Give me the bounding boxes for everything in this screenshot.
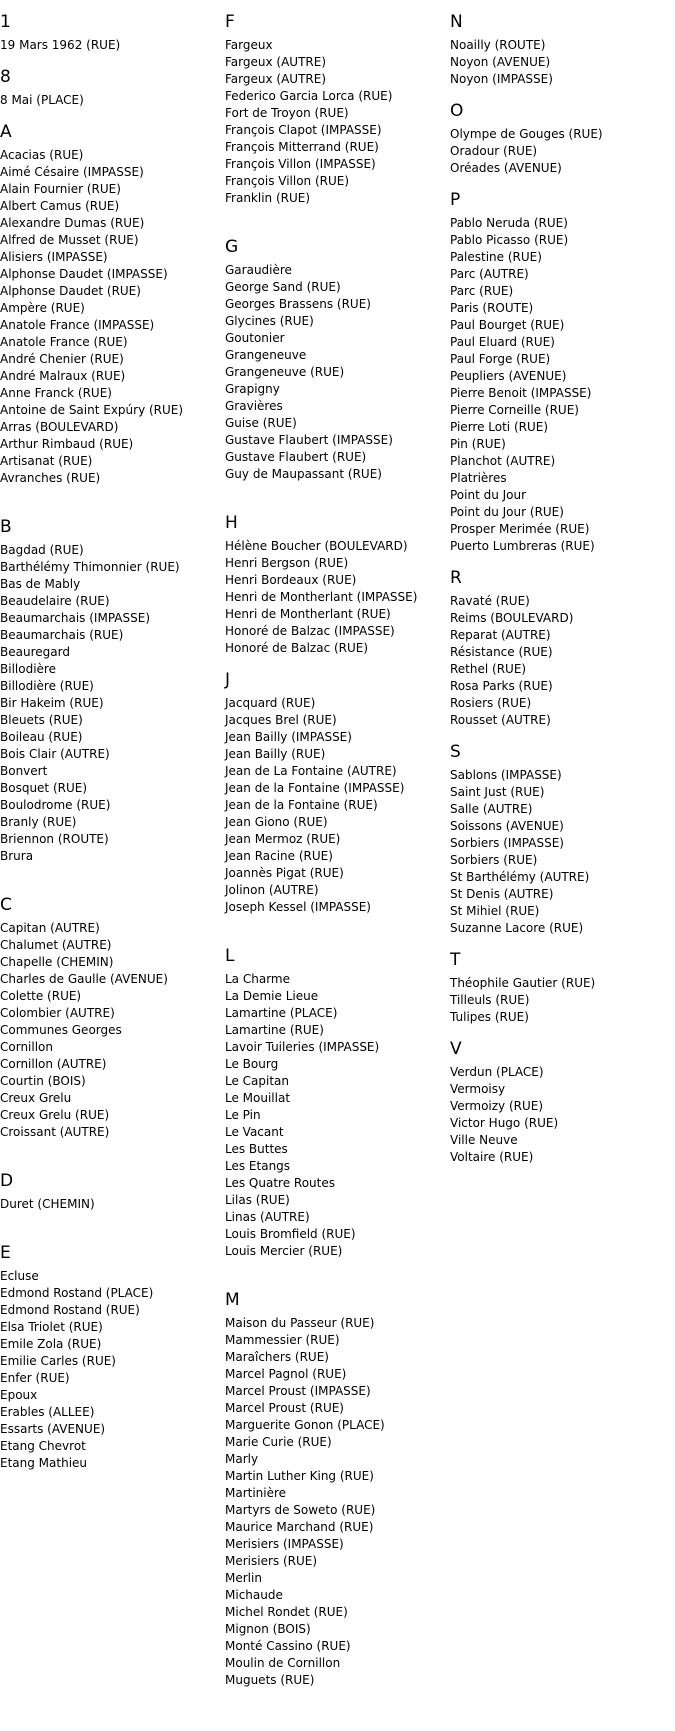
section-letter-heading: A [0, 122, 12, 142]
street-entry: François Mitterrand (RUE) [225, 140, 379, 154]
street-entry: Anatole France (RUE) [0, 335, 128, 349]
street-entry: Beaudelaire (RUE) [0, 594, 110, 608]
letter-section [225, 669, 450, 933]
street-entry: Merlin [225, 1571, 262, 1585]
letter-section [450, 949, 675, 1026]
section-letter-heading: T [450, 950, 461, 970]
street-entry: Ville Neuve [450, 1133, 518, 1147]
street-entry: Grapigny [225, 382, 280, 396]
section-letter-heading: F [225, 12, 235, 32]
street-entry: Résistance (RUE) [450, 645, 553, 659]
street-entry: Le Capitan [225, 1074, 290, 1088]
street-entry: Gustave Flaubert (IMPASSE) [225, 433, 393, 447]
street-entry: Voltaire (RUE) [450, 1150, 534, 1164]
section-letter-heading: J [225, 670, 231, 690]
street-entry: Monté Cassino (RUE) [225, 1639, 351, 1653]
street-entry: Erables (ALLEE) [0, 1405, 95, 1419]
street-entry: Branly (RUE) [0, 815, 77, 829]
street-entry: Aimé Césaire (IMPASSE) [0, 165, 144, 179]
street-entry: Creux Grelu [0, 1091, 72, 1105]
street-entry: Gustave Flaubert (RUE) [225, 450, 367, 464]
section-letter-heading: 1 [0, 12, 11, 32]
street-entry: Ecluse [0, 1269, 39, 1283]
letter-section [0, 121, 220, 504]
street-entry: Soissons (AVENUE) [450, 819, 564, 833]
street-entry: Lavoir Tuileries (IMPASSE) [225, 1040, 380, 1054]
letter-section [0, 1170, 220, 1230]
street-entry: Les Quatre Routes [225, 1176, 335, 1190]
street-entry: Jean Racine (RUE) [225, 849, 333, 863]
letter-section [450, 1038, 675, 1166]
street-entry: Hélène Boucher (BOULEVARD) [225, 539, 408, 553]
street-entry: Guise (RUE) [225, 416, 297, 430]
street-entry: Grangeneuve [225, 348, 307, 362]
street-entry: Franklin (RUE) [225, 191, 311, 205]
section-letter-heading: L [225, 946, 235, 966]
street-entry: Jean de la Fontaine (IMPASSE) [225, 781, 405, 795]
street-entry: Emilie Carles (RUE) [0, 1354, 116, 1368]
street-entry: Maraîchers (RUE) [225, 1350, 329, 1364]
street-entry: Boulodrome (RUE) [0, 798, 111, 812]
street-entry: Ampère (RUE) [0, 301, 85, 315]
street-entry: Rosiers (RUE) [450, 696, 532, 710]
street-entry: Lamartine (PLACE) [225, 1006, 338, 1020]
letter-section [0, 11, 220, 54]
street-entry: Jean Giono (RUE) [225, 815, 328, 829]
street-entry: Henri de Montherlant (RUE) [225, 607, 391, 621]
street-entry: Henri de Montherlant (IMPASSE) [225, 590, 418, 604]
street-entry: Beauregard [0, 645, 70, 659]
section-spacer [0, 865, 220, 882]
street-entry: Federico Garcia Lorca (RUE) [225, 89, 393, 103]
street-entry: Noyon (IMPASSE) [450, 72, 553, 86]
street-entry: Henri Bordeaux (RUE) [225, 573, 357, 587]
street-entry: Jacques Brel (RUE) [225, 713, 337, 727]
street-entry: Ravaté (RUE) [450, 594, 530, 608]
street-entry: Brura [0, 849, 34, 863]
street-entry: Puerto Lumbreras (RUE) [450, 539, 595, 553]
street-entry: La Demie Lieue [225, 989, 319, 1003]
street-entry: Anatole France (IMPASSE) [0, 318, 155, 332]
street-entry: Antoine de Saint Expúry (RUE) [0, 403, 184, 417]
street-entry: Essarts (AVENUE) [0, 1422, 106, 1436]
section-letter-heading: M [225, 1290, 240, 1310]
section-letter-heading: H [225, 513, 238, 533]
street-entry: Courtin (BOIS) [0, 1074, 86, 1088]
letter-section [0, 1242, 220, 1472]
street-entry: Parc (AUTRE) [450, 267, 529, 281]
street-entry: Prosper Merimée (RUE) [450, 522, 590, 536]
street-entry: Fargeux (AUTRE) [225, 72, 327, 86]
street-entry: 8 Mai (PLACE) [0, 93, 84, 107]
section-spacer [225, 483, 450, 500]
street-entry: Le Vacant [225, 1125, 284, 1139]
street-entry: Paul Forge (RUE) [450, 352, 551, 366]
section-letter-heading: V [450, 1039, 462, 1059]
letter-section [0, 894, 220, 1158]
letter-section [0, 516, 220, 882]
letter-section [225, 945, 450, 1277]
street-entry: Alphonse Daudet (IMPASSE) [0, 267, 168, 281]
street-entry: Les Etangs [225, 1159, 291, 1173]
street-entry: Martinière [225, 1486, 287, 1500]
street-entry: Oradour (RUE) [450, 144, 538, 158]
street-entry: Moulin de Cornillon [225, 1656, 341, 1670]
section-spacer [225, 207, 450, 224]
street-entry: André Malraux (RUE) [0, 369, 126, 383]
street-entry: Communes Georges [0, 1023, 122, 1037]
street-entry: Bosquet (RUE) [0, 781, 88, 795]
street-entry: Bleuets (RUE) [0, 713, 83, 727]
street-entry: Colombier (AUTRE) [0, 1006, 115, 1020]
street-entry: Olympe de Gouges (RUE) [450, 127, 603, 141]
street-entry: Edmond Rostand (PLACE) [0, 1286, 154, 1300]
street-entry: Barthélémy Thimonnier (RUE) [0, 560, 180, 574]
street-entry: Joseph Kessel (IMPASSE) [225, 900, 371, 914]
street-entry: Croissant (AUTRE) [0, 1125, 110, 1139]
street-entry: Arras (BOULEVARD) [0, 420, 119, 434]
street-entry: La Charme [225, 972, 290, 986]
street-entry: Salle (AUTRE) [450, 802, 533, 816]
street-entry: Marie Curie (RUE) [225, 1435, 332, 1449]
street-entry: Albert Camus (RUE) [0, 199, 120, 213]
street-entry: Verdun (PLACE) [450, 1065, 544, 1079]
street-entry: Linas (AUTRE) [225, 1210, 310, 1224]
street-entry: Joannès Pigat (RUE) [225, 866, 344, 880]
street-entry: Maison du Passeur (RUE) [225, 1316, 375, 1330]
section-spacer [0, 1213, 220, 1230]
street-entry: Beaumarchais (IMPASSE) [0, 611, 150, 625]
letter-section [450, 567, 675, 729]
letter-section [450, 741, 675, 937]
section-letter-heading: 8 [0, 67, 11, 87]
street-entry: Paul Eluard (RUE) [450, 335, 555, 349]
street-entry: Pablo Neruda (RUE) [450, 216, 568, 230]
street-index-column-2 [225, 0, 450, 1689]
street-entry: Bir Hakeim (RUE) [0, 696, 104, 710]
street-entry: Chapelle (CHEMIN) [0, 955, 114, 969]
street-entry: Sorbiers (IMPASSE) [450, 836, 564, 850]
street-entry: Alisiers (IMPASSE) [0, 250, 108, 264]
street-entry: Rosa Parks (RUE) [450, 679, 553, 693]
street-entry: Acacias (RUE) [0, 148, 84, 162]
street-entry: Arthur Rimbaud (RUE) [0, 437, 134, 451]
street-entry: George Sand (RUE) [225, 280, 341, 294]
street-entry: Sablons (IMPASSE) [450, 768, 562, 782]
street-entry: St Mihiel (RUE) [450, 904, 540, 918]
street-entry: Pierre Corneille (RUE) [450, 403, 579, 417]
street-entry: Elsa Triolet (RUE) [0, 1320, 103, 1334]
street-entry: Briennon (ROUTE) [0, 832, 109, 846]
street-entry: Goutonier [225, 331, 285, 345]
street-entry: Bas de Mably [0, 577, 81, 591]
street-entry: Rousset (AUTRE) [450, 713, 551, 727]
letter-section [450, 100, 675, 177]
street-entry: Lamartine (RUE) [225, 1023, 324, 1037]
street-entry: Reparat (AUTRE) [450, 628, 551, 642]
street-entry: Fargeux (AUTRE) [225, 55, 327, 69]
street-entry: Lilas (RUE) [225, 1193, 290, 1207]
street-entry: Capitan (AUTRE) [0, 921, 100, 935]
street-entry: Pierre Loti (RUE) [450, 420, 549, 434]
street-entry: Pierre Benoit (IMPASSE) [450, 386, 592, 400]
street-entry: Platrières [450, 471, 507, 485]
street-entry: Jolinon (AUTRE) [225, 883, 319, 897]
street-entry: Etang Mathieu [0, 1456, 88, 1470]
street-entry: François Villon (IMPASSE) [225, 157, 376, 171]
street-entry: Martin Luther King (RUE) [225, 1469, 374, 1483]
section-spacer [225, 916, 450, 933]
street-entry: Muguets (RUE) [225, 1673, 315, 1687]
section-letter-heading: S [450, 742, 461, 762]
street-entry: Colette (RUE) [0, 989, 82, 1003]
street-entry: Maurice Marchand (RUE) [225, 1520, 374, 1534]
street-entry: Marcel Proust (IMPASSE) [225, 1384, 371, 1398]
street-entry: Alexandre Dumas (RUE) [0, 216, 145, 230]
section-letter-heading: G [225, 237, 239, 257]
street-entry: Jean Bailly (IMPASSE) [225, 730, 352, 744]
street-entry: Jean Bailly (RUE) [225, 747, 326, 761]
street-entry: Anne Franck (RUE) [0, 386, 112, 400]
street-entry: Noyon (AVENUE) [450, 55, 551, 69]
letter-section [0, 66, 220, 109]
street-entry: Merisiers (IMPASSE) [225, 1537, 344, 1551]
street-index-column-1 [0, 0, 220, 1472]
street-entry: Marcel Pagnol (RUE) [225, 1367, 347, 1381]
street-entry: Glycines (RUE) [225, 314, 314, 328]
street-entry: Sorbiers (RUE) [450, 853, 538, 867]
street-entry: Le Pin [225, 1108, 261, 1122]
street-entry: Paris (ROUTE) [450, 301, 534, 315]
street-entry: Jean de La Fontaine (AUTRE) [225, 764, 397, 778]
street-entry: Paul Bourget (RUE) [450, 318, 565, 332]
street-entry: Cornillon (AUTRE) [0, 1057, 107, 1071]
street-entry: Marly [225, 1452, 259, 1466]
street-entry: Merisiers (RUE) [225, 1554, 318, 1568]
letter-section [225, 11, 450, 224]
street-entry: Jean de la Fontaine (RUE) [225, 798, 378, 812]
street-entry: Victor Hugo (RUE) [450, 1116, 559, 1130]
street-entry: Honoré de Balzac (IMPASSE) [225, 624, 395, 638]
street-entry: Théophile Gautier (RUE) [450, 976, 596, 990]
street-entry: Peupliers (AVENUE) [450, 369, 567, 383]
street-entry: Fargeux [225, 38, 273, 52]
street-entry: Boileau (RUE) [0, 730, 83, 744]
street-entry: Vermoizy (RUE) [450, 1099, 544, 1113]
street-entry: Tulipes (RUE) [450, 1010, 529, 1024]
letter-section [225, 512, 450, 657]
street-entry: Creux Grelu (RUE) [0, 1108, 110, 1122]
street-entry: Pablo Picasso (RUE) [450, 233, 569, 247]
section-spacer [0, 1141, 220, 1158]
street-entry: Billodière (RUE) [0, 679, 94, 693]
street-entry: Palestine (RUE) [450, 250, 542, 264]
street-entry: André Chenier (RUE) [0, 352, 124, 366]
street-entry: 19 Mars 1962 (RUE) [0, 38, 121, 52]
street-entry: Noailly (ROUTE) [450, 38, 546, 52]
street-entry: Tilleuls (RUE) [450, 993, 530, 1007]
street-entry: Oréades (AVENUE) [450, 161, 562, 175]
street-entry: Bagdad (RUE) [0, 543, 84, 557]
street-entry: Bonvert [0, 764, 48, 778]
street-entry: François Villon (RUE) [225, 174, 350, 188]
street-entry: Suzanne Lacore (RUE) [450, 921, 584, 935]
street-entry: Jean Mermoz (RUE) [225, 832, 341, 846]
street-entry: Point du Jour (RUE) [450, 505, 564, 519]
street-entry: Fort de Troyon (RUE) [225, 106, 349, 120]
street-entry: Pin (RUE) [450, 437, 506, 451]
street-index-column-3 [450, 0, 675, 1166]
street-entry: Beaumarchais (RUE) [0, 628, 124, 642]
street-entry: Chalumet (AUTRE) [0, 938, 112, 952]
street-entry: Mammessier (RUE) [225, 1333, 340, 1347]
street-entry: Michel Rondet (RUE) [225, 1605, 348, 1619]
street-entry: Planchot (AUTRE) [450, 454, 556, 468]
street-entry: Alain Fournier (RUE) [0, 182, 121, 196]
street-entry: Henri Bergson (RUE) [225, 556, 349, 570]
street-entry: Enfer (RUE) [0, 1371, 70, 1385]
letter-section [225, 236, 450, 500]
street-entry: Emile Zola (RUE) [0, 1337, 102, 1351]
street-entry: Reims (BOULEVARD) [450, 611, 574, 625]
letter-section [225, 1289, 450, 1689]
street-entry: Saint Just (RUE) [450, 785, 545, 799]
street-entry: Alphonse Daudet (RUE) [0, 284, 141, 298]
section-letter-heading: O [450, 101, 464, 121]
street-entry: Charles de Gaulle (AVENUE) [0, 972, 168, 986]
street-entry: François Clapot (IMPASSE) [225, 123, 382, 137]
street-entry: Garaudière [225, 263, 292, 277]
street-entry: Artisanat (RUE) [0, 454, 93, 468]
street-entry: Guy de Maupassant (RUE) [225, 467, 382, 481]
section-letter-heading: E [0, 1243, 11, 1263]
street-entry: Martyrs de Soweto (RUE) [225, 1503, 376, 1517]
street-entry: Gravières [225, 399, 283, 413]
section-letter-heading: B [0, 517, 12, 537]
street-entry: Michaude [225, 1588, 283, 1602]
street-entry: Edmond Rostand (RUE) [0, 1303, 140, 1317]
section-letter-heading: C [0, 895, 12, 915]
street-entry: Duret (CHEMIN) [0, 1197, 95, 1211]
street-entry: Grangeneuve (RUE) [225, 365, 345, 379]
section-letter-heading: P [450, 190, 461, 210]
street-entry: Point du Jour [450, 488, 527, 502]
street-entry: Parc (RUE) [450, 284, 514, 298]
street-entry: Le Mouillat [225, 1091, 291, 1105]
street-entry: Avranches (RUE) [0, 471, 101, 485]
section-spacer [0, 487, 220, 504]
letter-section [450, 11, 675, 88]
street-entry: Les Buttes [225, 1142, 288, 1156]
street-entry: Marguerite Gonon (PLACE) [225, 1418, 385, 1432]
street-entry: Honoré de Balzac (RUE) [225, 641, 369, 655]
street-entry: Jacquard (RUE) [225, 696, 316, 710]
street-entry: Le Bourg [225, 1057, 279, 1071]
street-entry: Louis Bromfield (RUE) [225, 1227, 356, 1241]
street-entry: Georges Brassens (RUE) [225, 297, 371, 311]
street-entry: Etang Chevrot [0, 1439, 86, 1453]
street-entry: Rethel (RUE) [450, 662, 527, 676]
street-entry: St Denis (AUTRE) [450, 887, 554, 901]
section-letter-heading: D [0, 1171, 14, 1191]
section-letter-heading: R [450, 568, 462, 588]
street-entry: Alfred de Musset (RUE) [0, 233, 139, 247]
street-entry: Mignon (BOIS) [225, 1622, 311, 1636]
street-entry: Cornillon [0, 1040, 53, 1054]
section-spacer [225, 1260, 450, 1277]
section-letter-heading: N [450, 12, 463, 32]
street-entry: Vermoisy [450, 1082, 506, 1096]
street-entry: Louis Mercier (RUE) [225, 1244, 343, 1258]
street-entry: Epoux [0, 1388, 38, 1402]
street-entry: St Barthélémy (AUTRE) [450, 870, 590, 884]
letter-section [450, 189, 675, 555]
street-entry: Marcel Proust (RUE) [225, 1401, 344, 1415]
street-entry: Bois Clair (AUTRE) [0, 747, 110, 761]
street-entry: Billodière [0, 662, 56, 676]
